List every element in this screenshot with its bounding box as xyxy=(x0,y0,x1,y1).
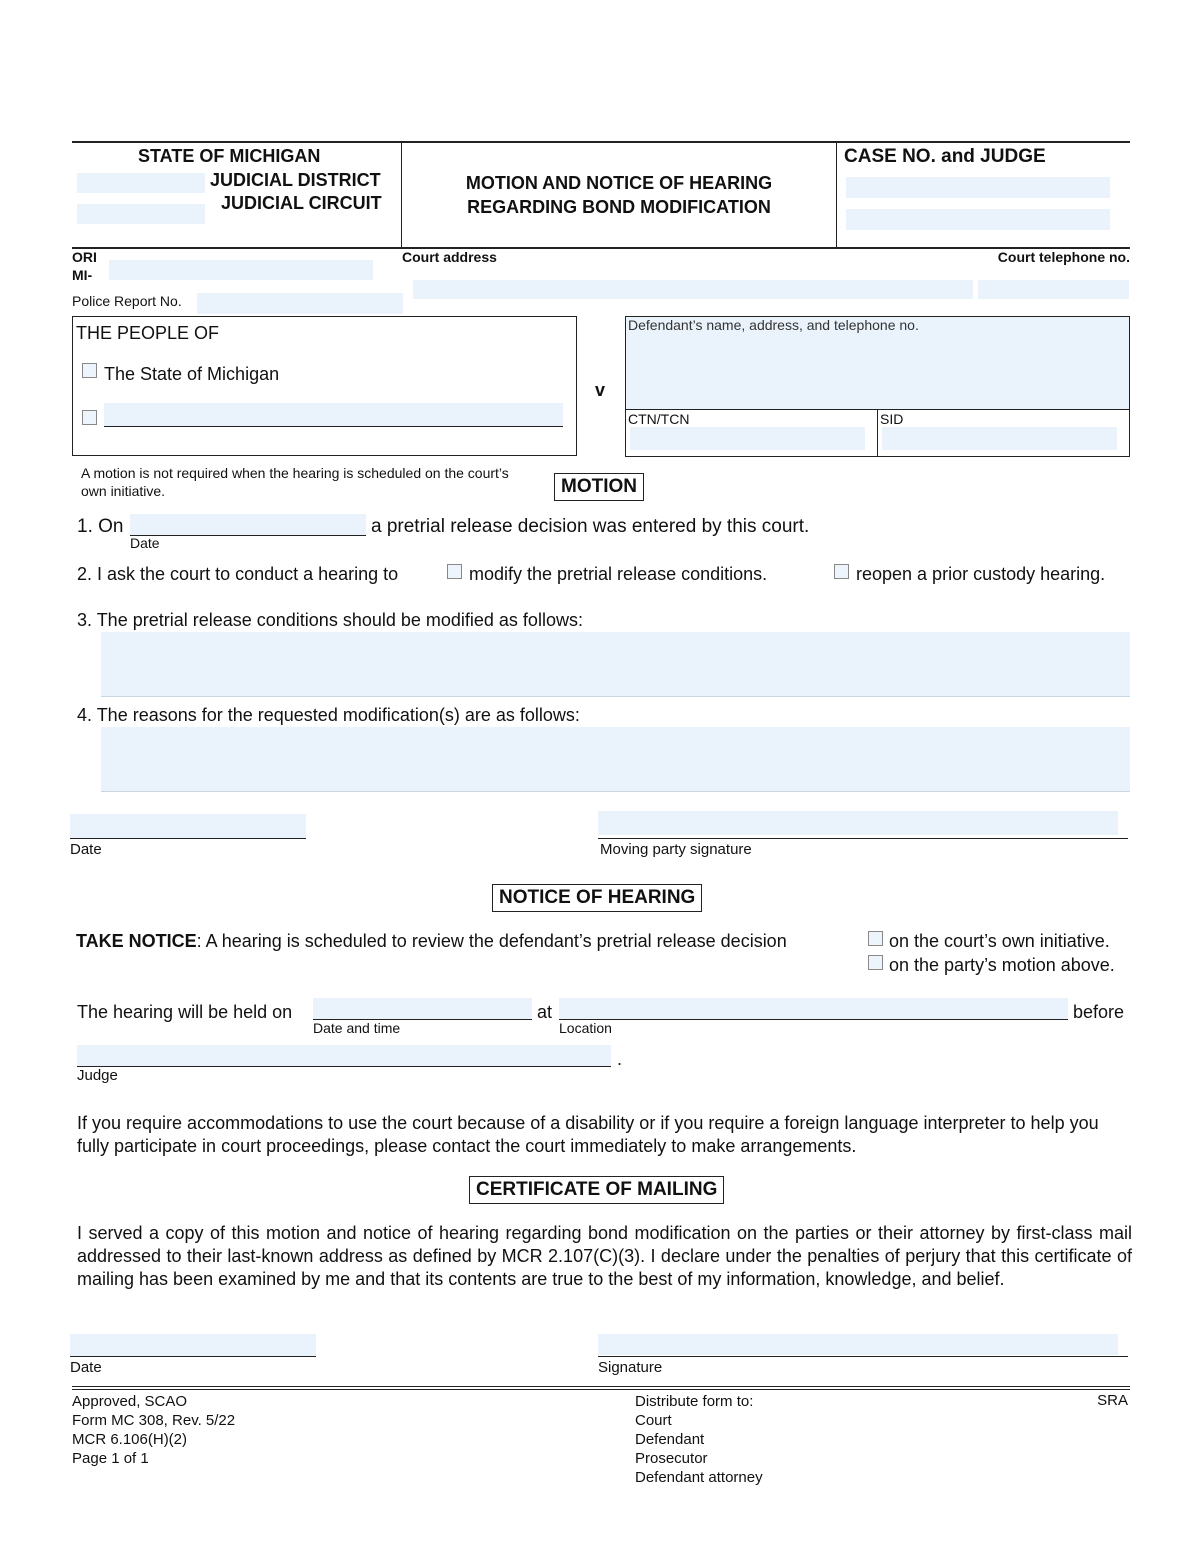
court-address-label: Court address xyxy=(402,249,497,265)
state-label: STATE OF MICHIGAN xyxy=(138,146,321,166)
modifications-field[interactable] xyxy=(101,632,1130,697)
reopen-custody-checkbox[interactable] xyxy=(834,564,849,579)
ctn-tcn-label: CTN/TCN xyxy=(628,411,690,427)
party-motion-checkbox[interactable] xyxy=(868,955,883,970)
at-label: at xyxy=(537,1002,553,1022)
date-time-caption: Date and time xyxy=(313,1020,401,1036)
header-divider-1 xyxy=(401,142,402,248)
sid-label: SID xyxy=(880,411,904,427)
other-plaintiff-field[interactable] xyxy=(104,403,563,427)
ctn-tcn-field[interactable] xyxy=(630,427,865,450)
motion-date-field[interactable] xyxy=(70,814,306,839)
certificate-text: I served a copy of this motion and notice of hearing regarding bond modification on the parties or their attorney by first-class mail addressed to their last-known address as defined by MCR 2.107(C)(3). I declare under the penalties of perjury that this certificate of mailing has been examined by me and that its contents are true to the best of my information, knowledge, and belief. xyxy=(77,1223,1132,1289)
other-plaintiff-checkbox[interactable] xyxy=(82,410,97,425)
court-telephone-label: Court telephone no. xyxy=(997,249,1130,265)
held-on-label: The hearing will be held on xyxy=(77,1002,293,1022)
judicial-district-label: JUDICIAL DISTRICT xyxy=(210,170,381,190)
hearing-location-field[interactable] xyxy=(559,998,1068,1020)
judge-caption: Judge xyxy=(77,1067,118,1084)
item1-prefix: 1. On xyxy=(77,516,124,537)
certificate-date-caption: Date xyxy=(70,1359,102,1376)
modify-conditions-checkbox[interactable] xyxy=(447,564,462,579)
moving-party-signature-field[interactable] xyxy=(598,811,1118,835)
footer-rule-1 xyxy=(72,1386,1130,1387)
reopen-custody-label: reopen a prior custody hearing. xyxy=(856,564,1106,584)
people-of-label: THE PEOPLE OF xyxy=(76,323,220,343)
header-divider-2 xyxy=(836,142,837,248)
form-code: SRA xyxy=(1097,1392,1128,1409)
motion-date-caption: Date xyxy=(70,841,102,858)
defendant-label: Defendant’s name, address, and telephone no. xyxy=(628,317,919,333)
police-report-label: Police Report No. xyxy=(72,293,182,309)
modify-conditions-label: modify the pretrial release conditions. xyxy=(469,564,768,584)
sid-field[interactable] xyxy=(882,427,1117,450)
judicial-circuit-label: JUDICIAL CIRCUIT xyxy=(221,193,382,213)
judge-period: . xyxy=(617,1049,623,1069)
reasons-field[interactable] xyxy=(101,727,1130,792)
item1-date-caption: Date xyxy=(130,535,160,551)
motion-note: A motion is not required when the hearing is scheduled on the court’s own initiative. xyxy=(81,465,509,499)
judge-name-field[interactable] xyxy=(77,1045,611,1067)
take-notice-text xyxy=(76,931,787,952)
item4-label: 4. The reasons for the requested modification(s) are as follows: xyxy=(77,705,580,725)
footer-mcr: MCR 6.106(H)(2) xyxy=(72,1431,188,1448)
certificate-signature-caption: Signature xyxy=(598,1359,663,1376)
location-caption: Location xyxy=(559,1020,612,1036)
court-initiative-label: on the court’s own initiative. xyxy=(889,931,1110,951)
court-telephone-field[interactable] xyxy=(978,280,1129,299)
certificate-date-field[interactable] xyxy=(70,1334,316,1357)
before-label: before xyxy=(1073,1002,1125,1022)
footer-left xyxy=(72,1392,235,1468)
police-report-field[interactable] xyxy=(197,293,403,314)
distribute-prosecutor: Prosecutor xyxy=(635,1450,708,1467)
item2-prefix: 2. I ask the court to conduct a hearing to xyxy=(77,564,399,584)
judge-field[interactable] xyxy=(846,209,1110,230)
accommodations-notice: If you require accommodations to use the court because of a disability or if you require a foreign language interpreter to help you fully participate in court proceedings, please contact the court immediately to make arrangements. xyxy=(77,1113,1099,1156)
versus-label: v xyxy=(595,380,606,400)
ctn-sid-divider xyxy=(877,409,878,456)
mi-label: MI- xyxy=(72,267,93,283)
district-field[interactable] xyxy=(77,173,205,193)
distribute-defendant-attorney: Defendant attorney xyxy=(635,1469,763,1486)
state-of-michigan-label: The State of Michigan xyxy=(104,364,280,384)
court-initiative-checkbox[interactable] xyxy=(868,931,883,946)
certificate-signature-rule xyxy=(598,1356,1128,1357)
distribute-title: Distribute form to: xyxy=(635,1393,754,1410)
circuit-field[interactable] xyxy=(77,204,205,224)
ori-field[interactable] xyxy=(109,260,373,280)
item3-label: 3. The pretrial release conditions should be modified as follows: xyxy=(77,610,583,630)
item1-suffix: a pretrial release decision was entered by this court. xyxy=(371,516,810,537)
form-title-line1: MOTION AND NOTICE OF HEARING xyxy=(465,173,773,193)
certificate-signature-field[interactable] xyxy=(598,1334,1118,1355)
decision-date-field[interactable] xyxy=(130,514,366,536)
court-address-field[interactable] xyxy=(413,280,973,299)
hearing-date-time-field[interactable] xyxy=(313,998,532,1020)
header-top-rule xyxy=(72,141,1130,143)
case-no-judge-label: CASE NO. and JUDGE xyxy=(844,146,1046,167)
distribute-court: Court xyxy=(635,1412,672,1429)
signature-rule xyxy=(598,838,1128,839)
footer-form-number: Form MC 308, Rev. 5/22 xyxy=(72,1412,236,1429)
take-notice-body: : A hearing is scheduled to review the defendant’s pretrial release decision xyxy=(196,931,787,951)
form-title-line2: REGARDING BOND MODIFICATION xyxy=(467,197,771,217)
take-notice-bold: TAKE NOTICE xyxy=(76,931,197,951)
footer-approved: Approved, SCAO xyxy=(72,1393,188,1410)
distribute-defendant: Defendant xyxy=(635,1431,705,1448)
state-of-michigan-checkbox[interactable] xyxy=(82,363,97,378)
motion-heading: MOTION xyxy=(554,473,644,501)
notice-heading: NOTICE OF HEARING xyxy=(492,884,702,912)
footer-rule-2 xyxy=(72,1389,1130,1390)
moving-party-signature-caption: Moving party signature xyxy=(600,841,752,858)
certificate-heading: CERTIFICATE OF MAILING xyxy=(469,1176,724,1204)
distribution-list xyxy=(635,1392,763,1487)
party-motion-label: on the party’s motion above. xyxy=(889,955,1115,975)
ori-label: ORI xyxy=(72,249,97,265)
case-number-field[interactable] xyxy=(846,177,1110,198)
footer-page: Page 1 of 1 xyxy=(72,1450,149,1467)
